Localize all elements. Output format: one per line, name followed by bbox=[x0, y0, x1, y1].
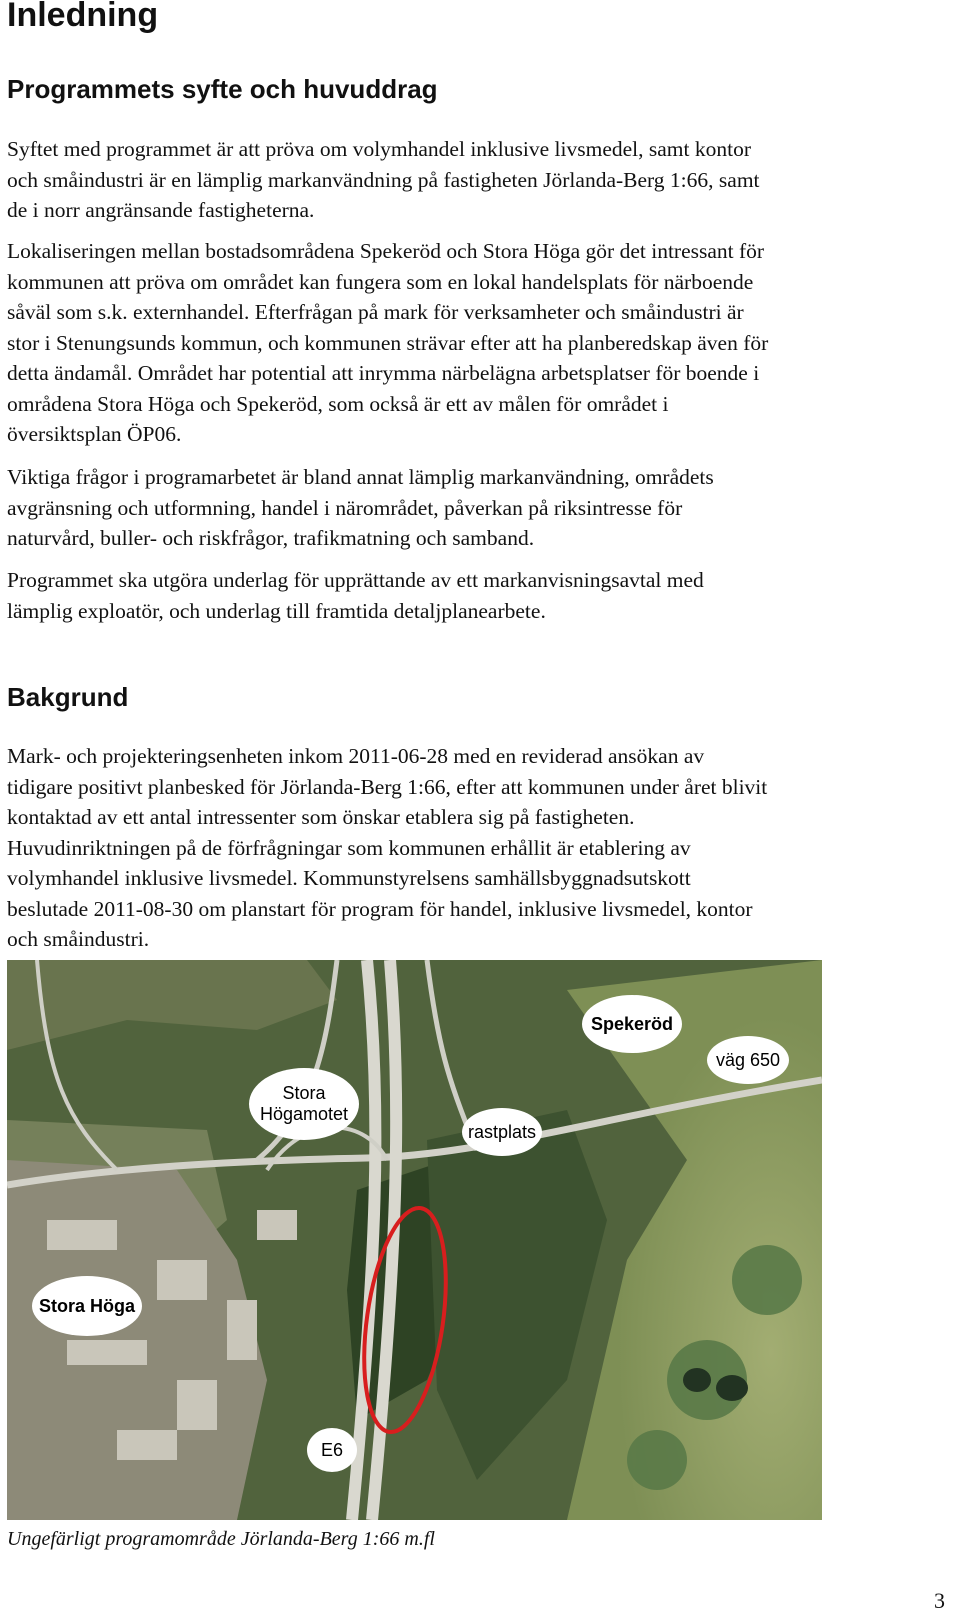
page-number: 3 bbox=[934, 1588, 945, 1613]
paragraph-viktiga-fragor: Viktiga frågor i programarbetet är bland annat lämplig markanvändning, områdets avgränsning och utformning, handel i närområdet, påverkan på riksintresse för naturvård, buller- och riskfrågor, trafikmatning och samband. bbox=[7, 465, 714, 550]
paragraph-underlag: Programmet ska utgöra underlag för upprättande av ett markanvisningsavtal med lämplig exploatör, och underlag till framtida detaljplanearbete. bbox=[7, 568, 704, 623]
aerial-map-image bbox=[7, 960, 822, 1520]
map-label-spekerod: Spekeröd bbox=[582, 995, 682, 1053]
section-heading-syfte: Programmets syfte och huvuddrag bbox=[7, 74, 438, 104]
figure-caption: Ungefärligt programområde Jörlanda-Berg 1:66 m.fl bbox=[7, 1528, 435, 1550]
map-label-stora-hoga: Stora Höga bbox=[32, 1276, 142, 1336]
section-heading-bakgrund: Bakgrund bbox=[7, 682, 129, 712]
paragraph-lokalisering: Lokaliseringen mellan bostadsområdena Spekeröd och Stora Höga gör det intressant för kommunen att pröva om området kan fungera som en lokal handelsplats för närboende såväl som s.k. externhandel. Efterfrågan på mark för verksamheter och småindustri är stor i Stenungsunds kommun, och kommunen strävar efter att ha planberedskap även för detta ändamål. Området har potential att inrymma närbelägna arbetsplatser för boende i områdena Stora Höga och Spekeröd, som också är ett av målen för området i översiktsplan ÖP06. bbox=[7, 239, 769, 446]
map-label-stora-hogamotet: Stora Högamotet bbox=[249, 1068, 359, 1140]
paragraph-syfte: Syftet med programmet är att pröva om volymhandel inklusive livsmedel, samt kontor och småindustri är en lämplig markanvändning på fastigheten Jörlanda-Berg 1:66, samt de i norr angränsande fastigheterna. bbox=[7, 137, 760, 222]
aerial-map bbox=[7, 960, 822, 1520]
map-label-rastplats: rastplats bbox=[462, 1108, 542, 1156]
map-label-vag-650: väg 650 bbox=[707, 1036, 789, 1084]
map-label-e6: E6 bbox=[307, 1428, 357, 1472]
page-title: Inledning bbox=[7, 0, 159, 34]
paragraph-bakgrund: Mark- och projekteringsenheten inkom 2011-06-28 med en reviderad ansökan av tidigare positivt planbesked för Jörlanda-Berg 1:66, efter att kommunen under året blivit kontaktad av ett antal intressenter som önskar etablera sig på fastigheten. Huvudinriktningen på de förfrågningar som kommunen erhållit är etablering av volymhandel inklusive livsmedel. Kommunstyrelsens samhällsbyggnadsutskott beslutade 2011-08-30 om planstart för program för handel, inklusive livsmedel, kontor och småindustri. bbox=[7, 744, 768, 951]
